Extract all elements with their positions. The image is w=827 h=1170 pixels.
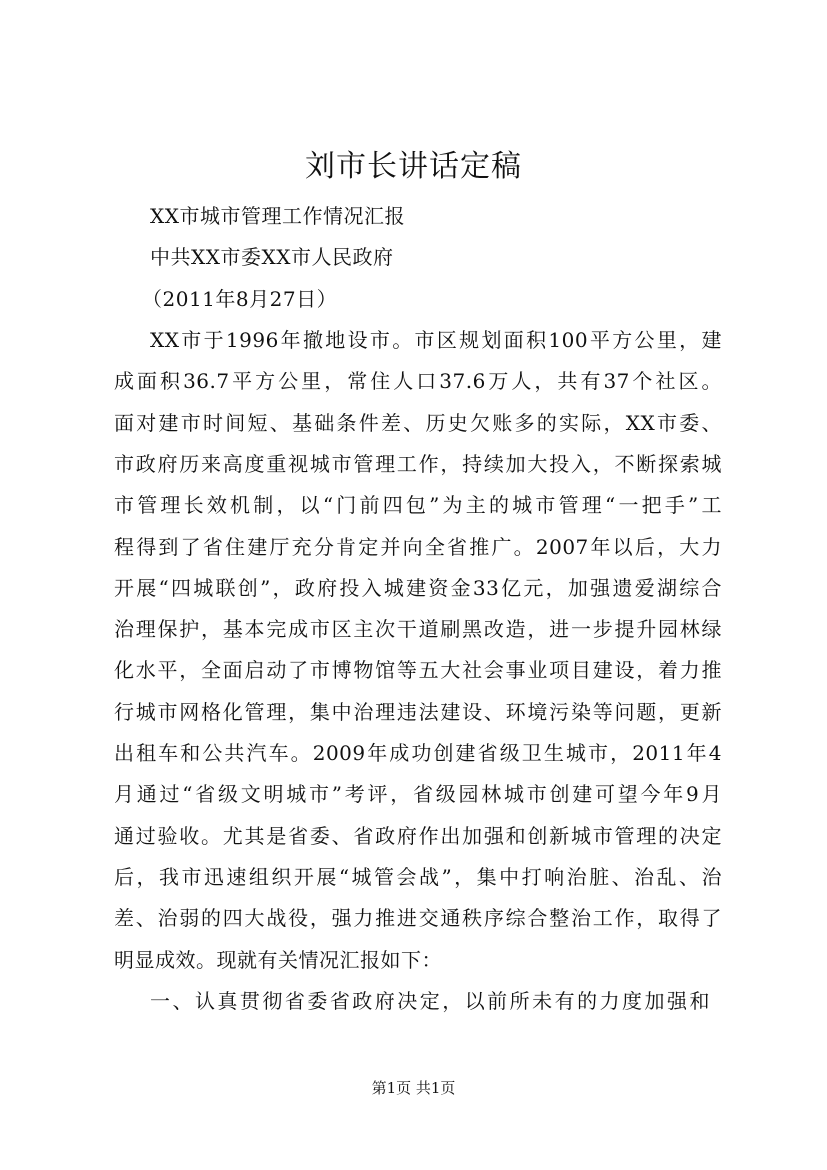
paragraph-line: 开展“四城联创”，政府投入城建资金33亿元，加强遗爱湖综合: [114, 576, 722, 600]
paragraph-line: 差、治弱的四大战役，强力推进交通秩序综合整治工作，取得了: [114, 906, 722, 930]
paragraph-line: 明显成效。现就有关情况汇报如下：: [114, 948, 442, 972]
section-heading: 一、认真贯彻省委省政府决定，以前所未有的力度加强和: [150, 989, 710, 1013]
paragraph-line: 治理保护，基本完成市区主次干道刷黑改造，进一步提升园林绿: [114, 617, 722, 641]
paragraph-line: 市管理长效机制，以“门前四包”为主的城市管理“一把手”工: [114, 493, 722, 517]
paragraph-line: XX市于1996年撤地设市。市区规划面积100平方公里，建: [150, 328, 722, 352]
issuer-line: 中共XX市委XX市人民政府: [150, 245, 394, 269]
paragraph-line: 面对建市时间短、基础条件差、历史欠账多的实际，XX市委、: [114, 411, 722, 435]
paragraph-line: 通过验收。尤其是省委、省政府作出加强和创新城市管理的决定: [114, 824, 722, 848]
paragraph-line: 市政府历来高度重视城市管理工作，持续加大投入，不断探索城: [114, 452, 722, 476]
date-line: （2011年8月27日）: [142, 287, 338, 311]
paragraph-line: 行城市网格化管理，集中治理违法建设、环境污染等问题，更新: [114, 700, 722, 724]
paragraph-line: 化水平，全面启动了市博物馆等五大社会事业项目建设，着力推: [114, 658, 722, 682]
paragraph-line: 出租车和公共汽车。2009年成功创建省级卫生城市，2011年4: [114, 741, 722, 765]
document-title: 刘市长讲话定稿: [305, 149, 522, 184]
paragraph-line: 月通过“省级文明城市”考评，省级园林城市创建可望今年9月: [114, 782, 722, 806]
paragraph-line: 成面积36.7平方公里，常住人口37.6万人，共有37个社区。: [114, 369, 722, 393]
report-subtitle: XX市城市管理工作情况汇报: [150, 204, 405, 228]
page-number-footer: 第1页 共1页: [371, 1079, 456, 1097]
paragraph-line: 程得到了省住建厅充分肯定并向全省推广。2007年以后，大力: [114, 535, 722, 559]
paragraph-line: 后，我市迅速组织开展“城管会战”，集中打响治脏、治乱、治: [114, 865, 722, 889]
